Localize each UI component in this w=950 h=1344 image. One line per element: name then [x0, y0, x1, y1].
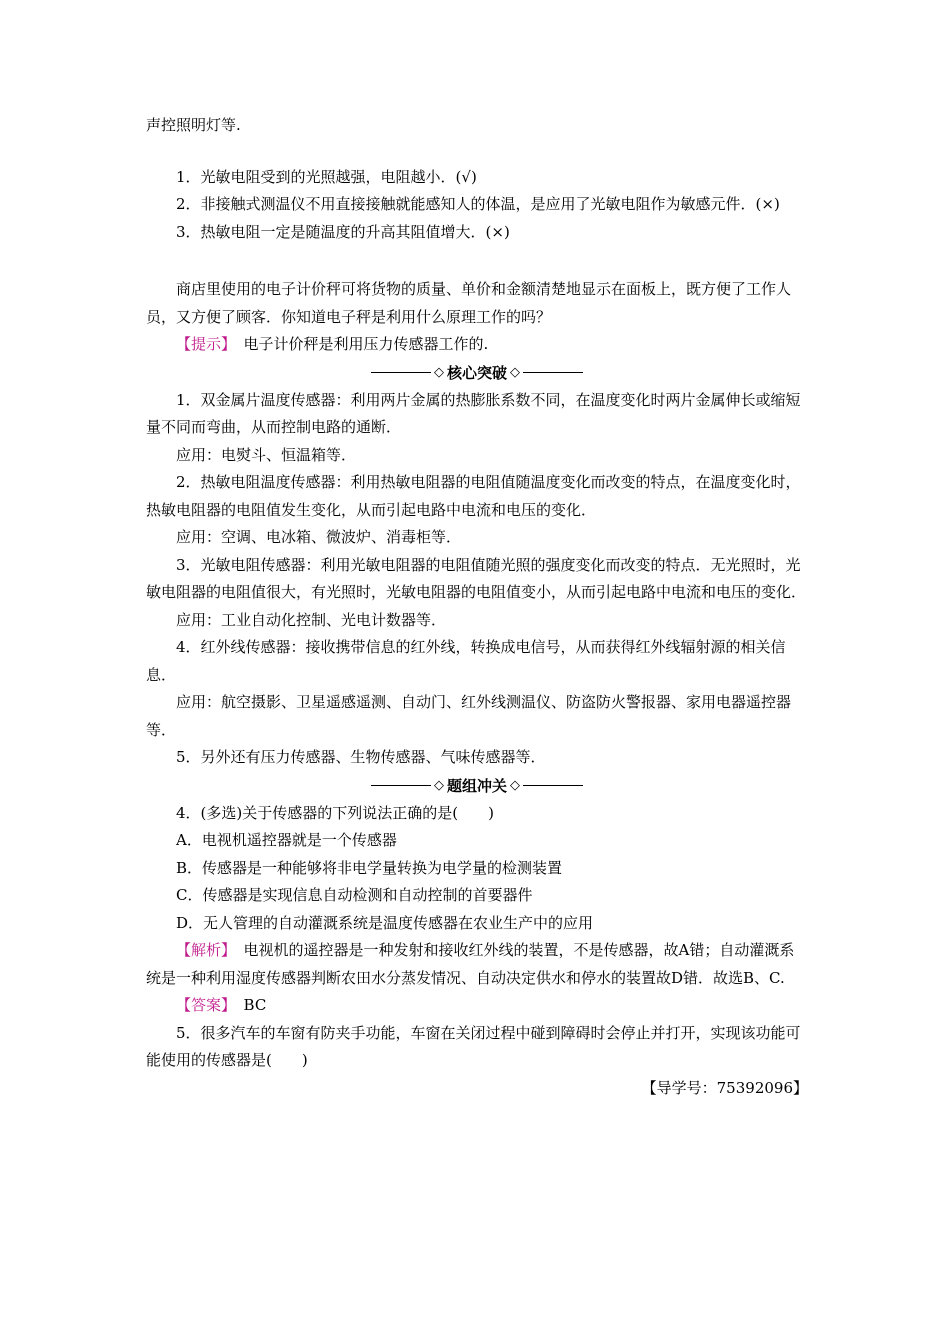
q4-analysis: [146, 937, 808, 992]
core-item-2: 2．热敏电阻温度传感器：利用热敏电阻器的电阻值随温度变化而改变的特点，在温度变化时，热敏电阻器的电阻值发生变化，从而引起电路中电流和电压的变化．: [146, 473, 801, 519]
judge-item-1: 1．光敏电阻受到的光照越强，电阻越小．(√): [176, 167, 477, 186]
core-item-4: 4．红外线传感器：接收携带信息的红外线，转换成电信号，从而获得红外线辐射源的相关信息．: [146, 638, 786, 684]
heading-rule-left: [371, 372, 431, 373]
core-item-3-app: 应用：工业自动化控制、光电计数器等．: [176, 610, 447, 629]
core-item-4-app: 应用：航空摄影、卫星遥感遥测、自动门、红外线测温仪、防盗防火警报器、家用电器遥控器等．: [146, 693, 792, 739]
q4-option-a: A．电视机遥控器就是一个传感器: [176, 831, 397, 849]
judge-item-3: 3．热敏电阻一定是随温度的升高其阻值增大．(×): [176, 222, 510, 241]
diamond-icon: ◇: [433, 778, 444, 793]
hint-tag: 【提示】: [176, 335, 229, 353]
think-hint: [146, 331, 808, 359]
heading-rule-left: [371, 785, 431, 786]
answer-text: BC: [243, 996, 267, 1014]
group-title: 题组冲关: [446, 777, 507, 795]
core-item-1-app: 应用：电熨斗、恒温箱等．: [176, 445, 357, 464]
q4-option-d: D．无人管理的自动灌溉系统是温度传感器在农业生产中的应用: [176, 913, 594, 932]
section-heading-core: [146, 359, 808, 387]
core-item-2-app: 应用：空调、电冰箱、微波炉、消毒柜等．: [176, 528, 462, 546]
q5-stem: 5．很多汽车的车窗有防夹手功能，车窗在关闭过程中碰到障碍时会停止并打开，实现该功能可能使用的传感器是( ): [146, 1023, 801, 1069]
answer-tag: 【答案】: [176, 996, 229, 1014]
diamond-icon: ◇: [510, 778, 520, 793]
q5-guide-number: 【导学号：75392096】: [641, 1078, 808, 1097]
judge-item-2: 2．非接触式测温仪不用直接接触就能感知人的体温，是应用了光敏电阻作为敏感元件．(×): [176, 195, 780, 213]
core-title: 核心突破: [446, 364, 507, 382]
intro-continuation: 声控照明灯等.: [146, 116, 241, 134]
think-question: 商店里使用的电子计价秤可将货物的质量、单价和金额清楚地显示在面板上，既方便了工作人员，又方便了顾客．你知道电子秤是利用什么原理工作的吗？: [146, 280, 792, 326]
q4-option-c: C．传感器是实现信息自动检测和自动控制的首要器件: [176, 886, 533, 904]
section-heading-group: [146, 772, 808, 800]
q4-stem: 4．(多选)关于传感器的下列说法正确的是( ): [176, 803, 494, 822]
core-item-1: 1．双金属片温度传感器：利用两片金属的热膨胀系数不同，在温度变化时两片金属伸长或缩短量不同而弯曲，从而控制电路的通断．: [146, 390, 801, 436]
diamond-icon: ◇: [433, 365, 444, 380]
hint-text: 电子计价秤是利用压力传感器工作的.: [243, 335, 489, 353]
heading-rule-right: [523, 785, 583, 786]
core-item-5: 5．另外还有压力传感器、生物传感器、气味传感器等．: [176, 748, 546, 766]
document-page: [146, 112, 808, 1102]
analysis-tag: 【解析】: [176, 941, 229, 959]
core-item-3: 3．光敏电阻传感器：利用光敏电阻器的电阻值随光照的强度变化而改变的特点．无光照时，光敏电阻器的电阻值很大，有光照时，光敏电阻器的电阻值变小，从而引起电路中电流和电压的变化．: [146, 555, 807, 601]
diamond-icon: ◇: [510, 365, 520, 380]
q4-answer: [146, 992, 808, 1020]
q4-option-b: B．传感器是一种能够将非电学量转换为电学量的检测装置: [176, 858, 563, 877]
heading-rule-right: [523, 372, 583, 373]
analysis-text: 电视机的遥控器是一种发射和接收红外线的装置，不是传感器，故A错；自动灌溉系统是一种利用湿度传感器判断农田水分蒸发情况、自动决定供水和停水的装置故D错．故选B、C.: [146, 941, 795, 987]
